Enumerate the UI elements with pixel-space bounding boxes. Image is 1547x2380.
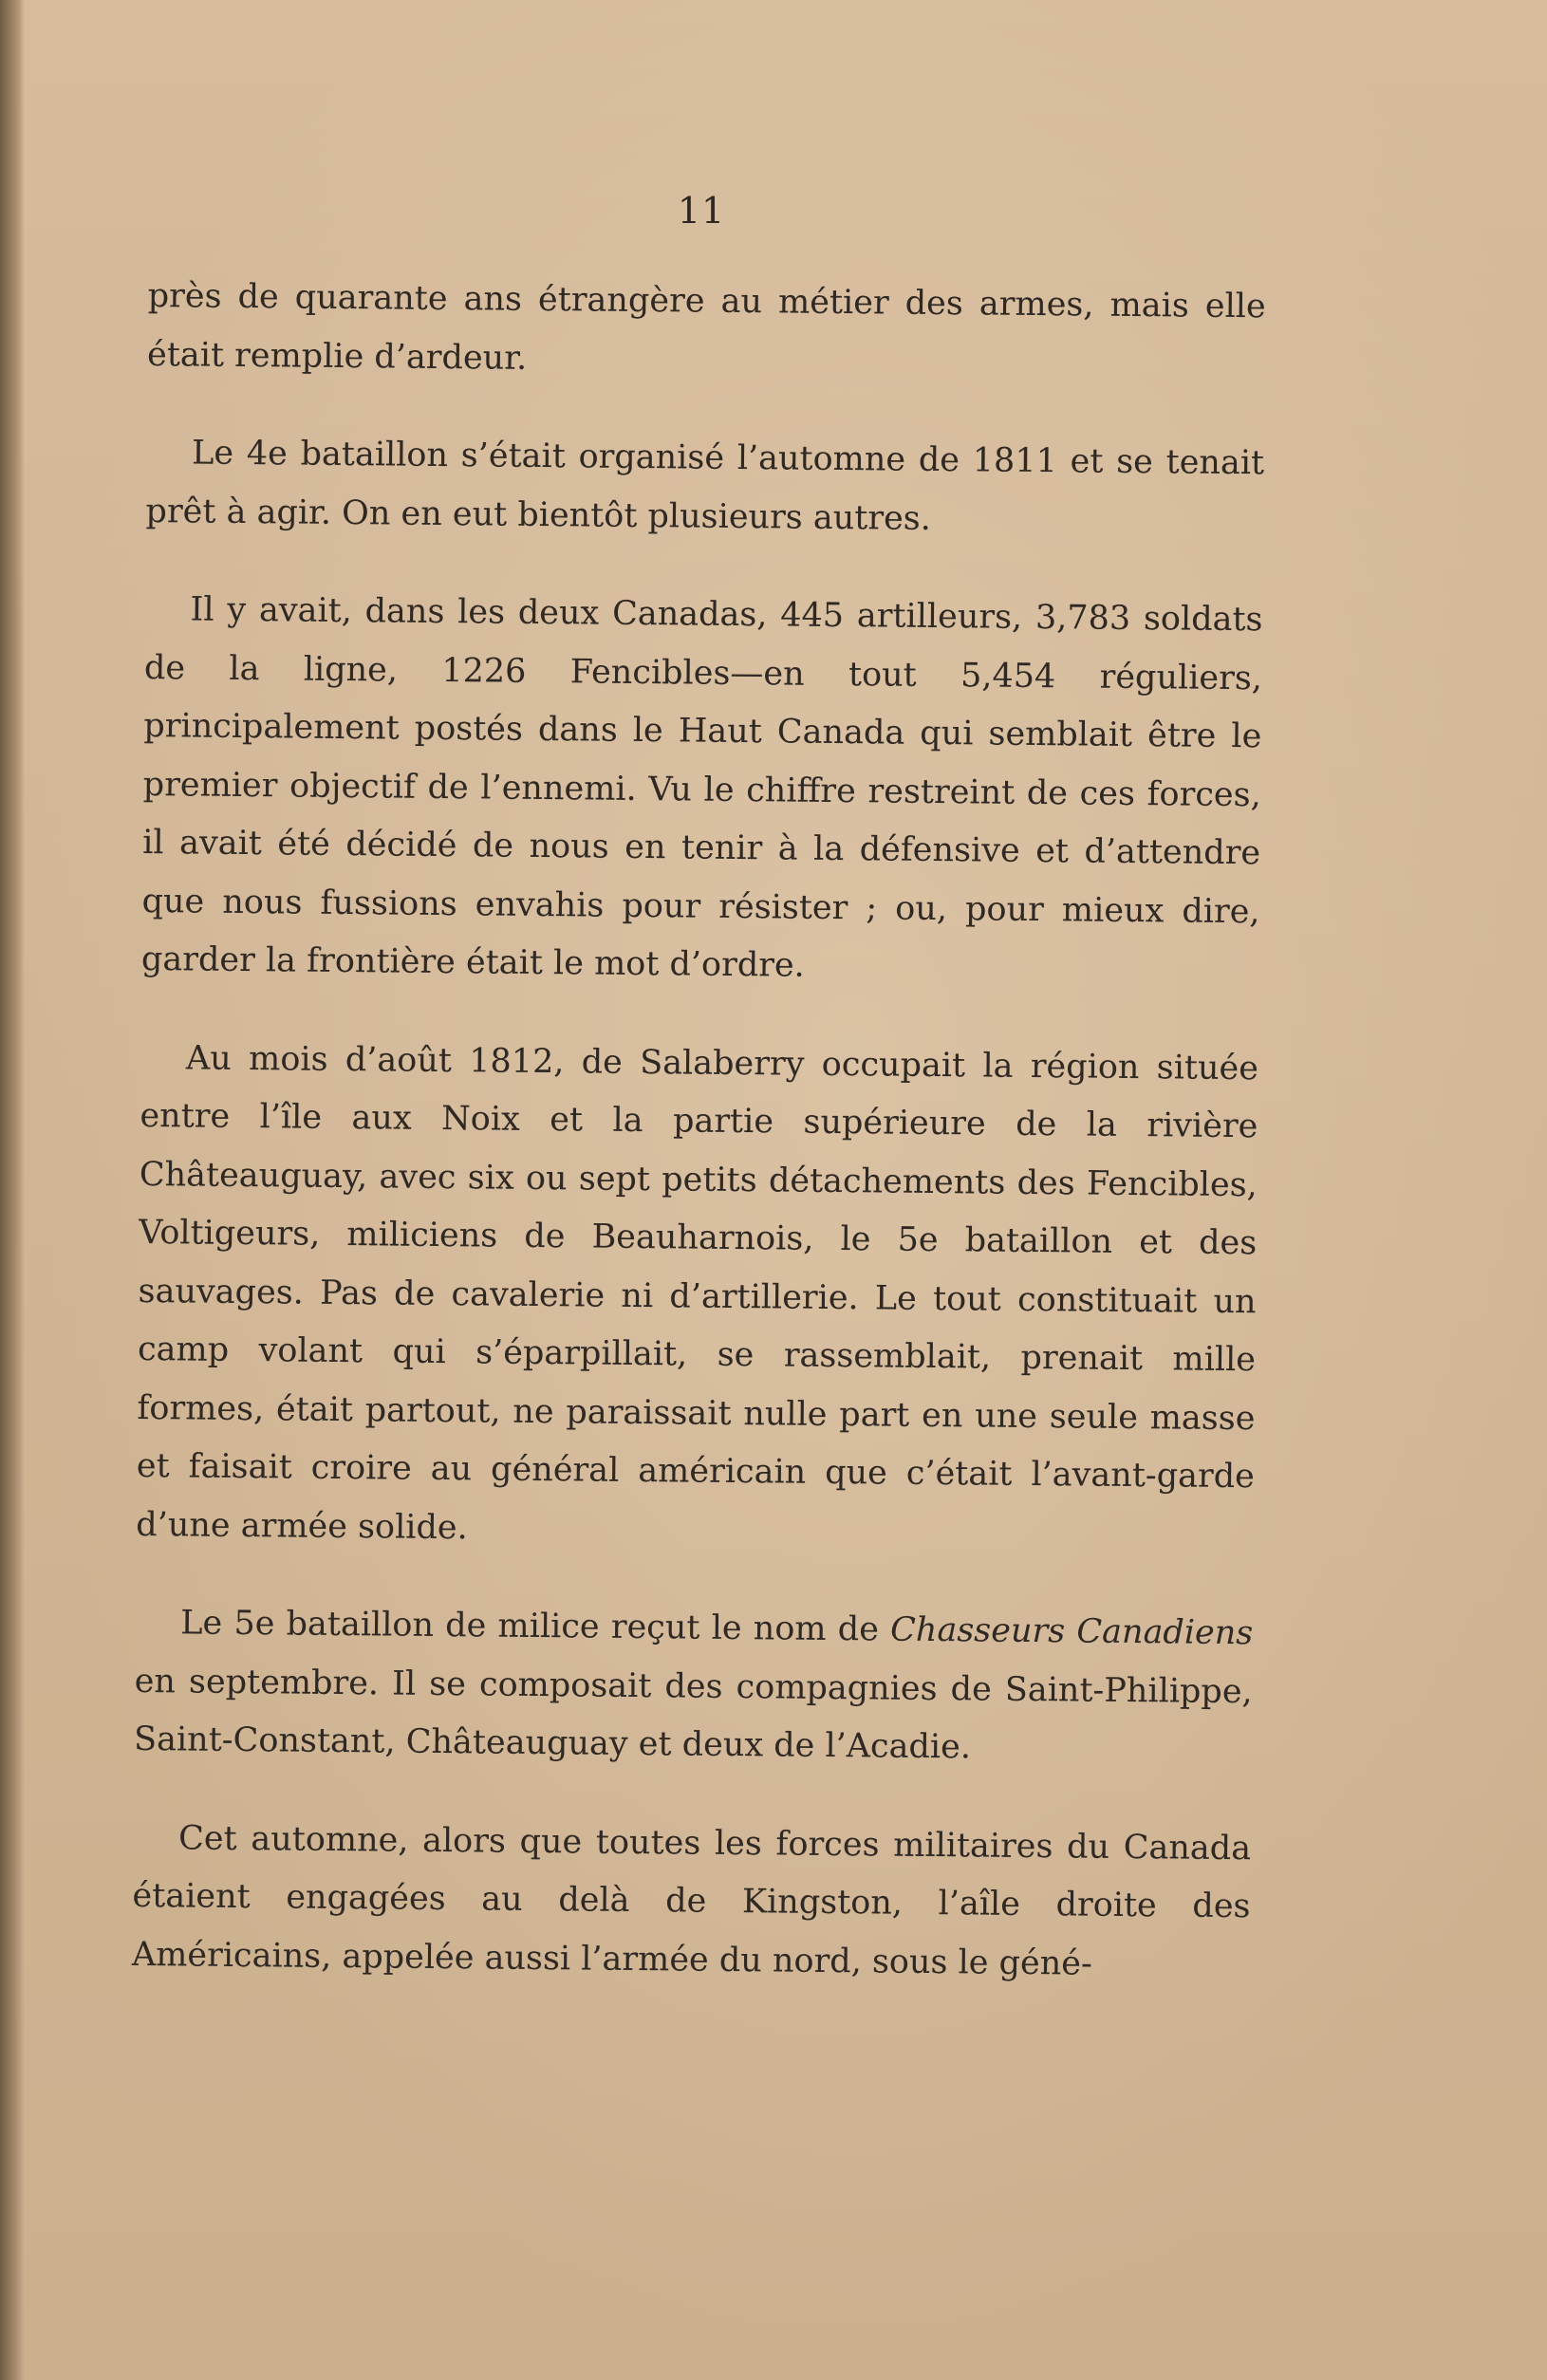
body-text — [131, 268, 1266, 2035]
paragraph-2: Le 4e bataillon s’était organisé l’automne de 1811 et se tenait prêt à agir. On en eut bientôt plusieurs autres. — [145, 434, 1265, 538]
paragraph-5 — [134, 1594, 1254, 1780]
book-binding-edge — [0, 0, 25, 2380]
paragraph-5-italic: Chasseurs Canadiens — [889, 1610, 1254, 1653]
paragraph-6: Cet automne, alors que toutes les forces militaires du Canada étaient engagées au delà de Kingston, l’aîle droite des Américains, appelée aussi l’armée du nord, sous le géné- — [131, 1818, 1252, 1983]
paragraph-5-text-before: Le 5e bataillon de milice reçut le nom de — [180, 1604, 891, 1649]
page-number: 11 — [677, 190, 726, 232]
paragraph-1: près de quarante ans étrangère au métier des armes, mais elle était remplie d’ardeur. — [146, 276, 1266, 378]
paragraph-4: Au mois d’août 1812, de Salaberry occupait la région située entre l’île aux Noix et la partie supérieure de la rivière Châteauguay, avec six ou sept petits détachements des Fencibles, Voltigeurs, miliciens de Beauharnois, le 5e bataillon et des sauvages. Pas de cavalerie ni d’artillerie. Le tout constituait un camp volant qui s’éparpillait, se rassemblait, prenait mille formes, était partout, ne paraissait nulle part en une seule masse et faisait croire au général américain que c’était l’avant-garde d’une armée solide. — [136, 1038, 1259, 1547]
paragraph-5-text-after: en septembre. Il se composait des compagnies de Saint-Philippe, Saint-Constant, Châteauguay et deux de l’Acadie. — [133, 1662, 1253, 1767]
paragraph-3: Il y avait, dans les deux Canadas, 445 artilleurs, 3,783 soldats de la ligne, 1226 Fencibles—en tout 5,454 réguliers, principalement postés dans le Haut Canada qui semblait être le premier objectif de l’ennemi. Vu le chiffre restreint de ces forces, il avait été décidé de nous en tenir à la défensive et d’attendre que nous fussions envahis pour résister ; ou, pour mieux dire, garder la frontière était le mot d’ordre. — [140, 590, 1263, 985]
